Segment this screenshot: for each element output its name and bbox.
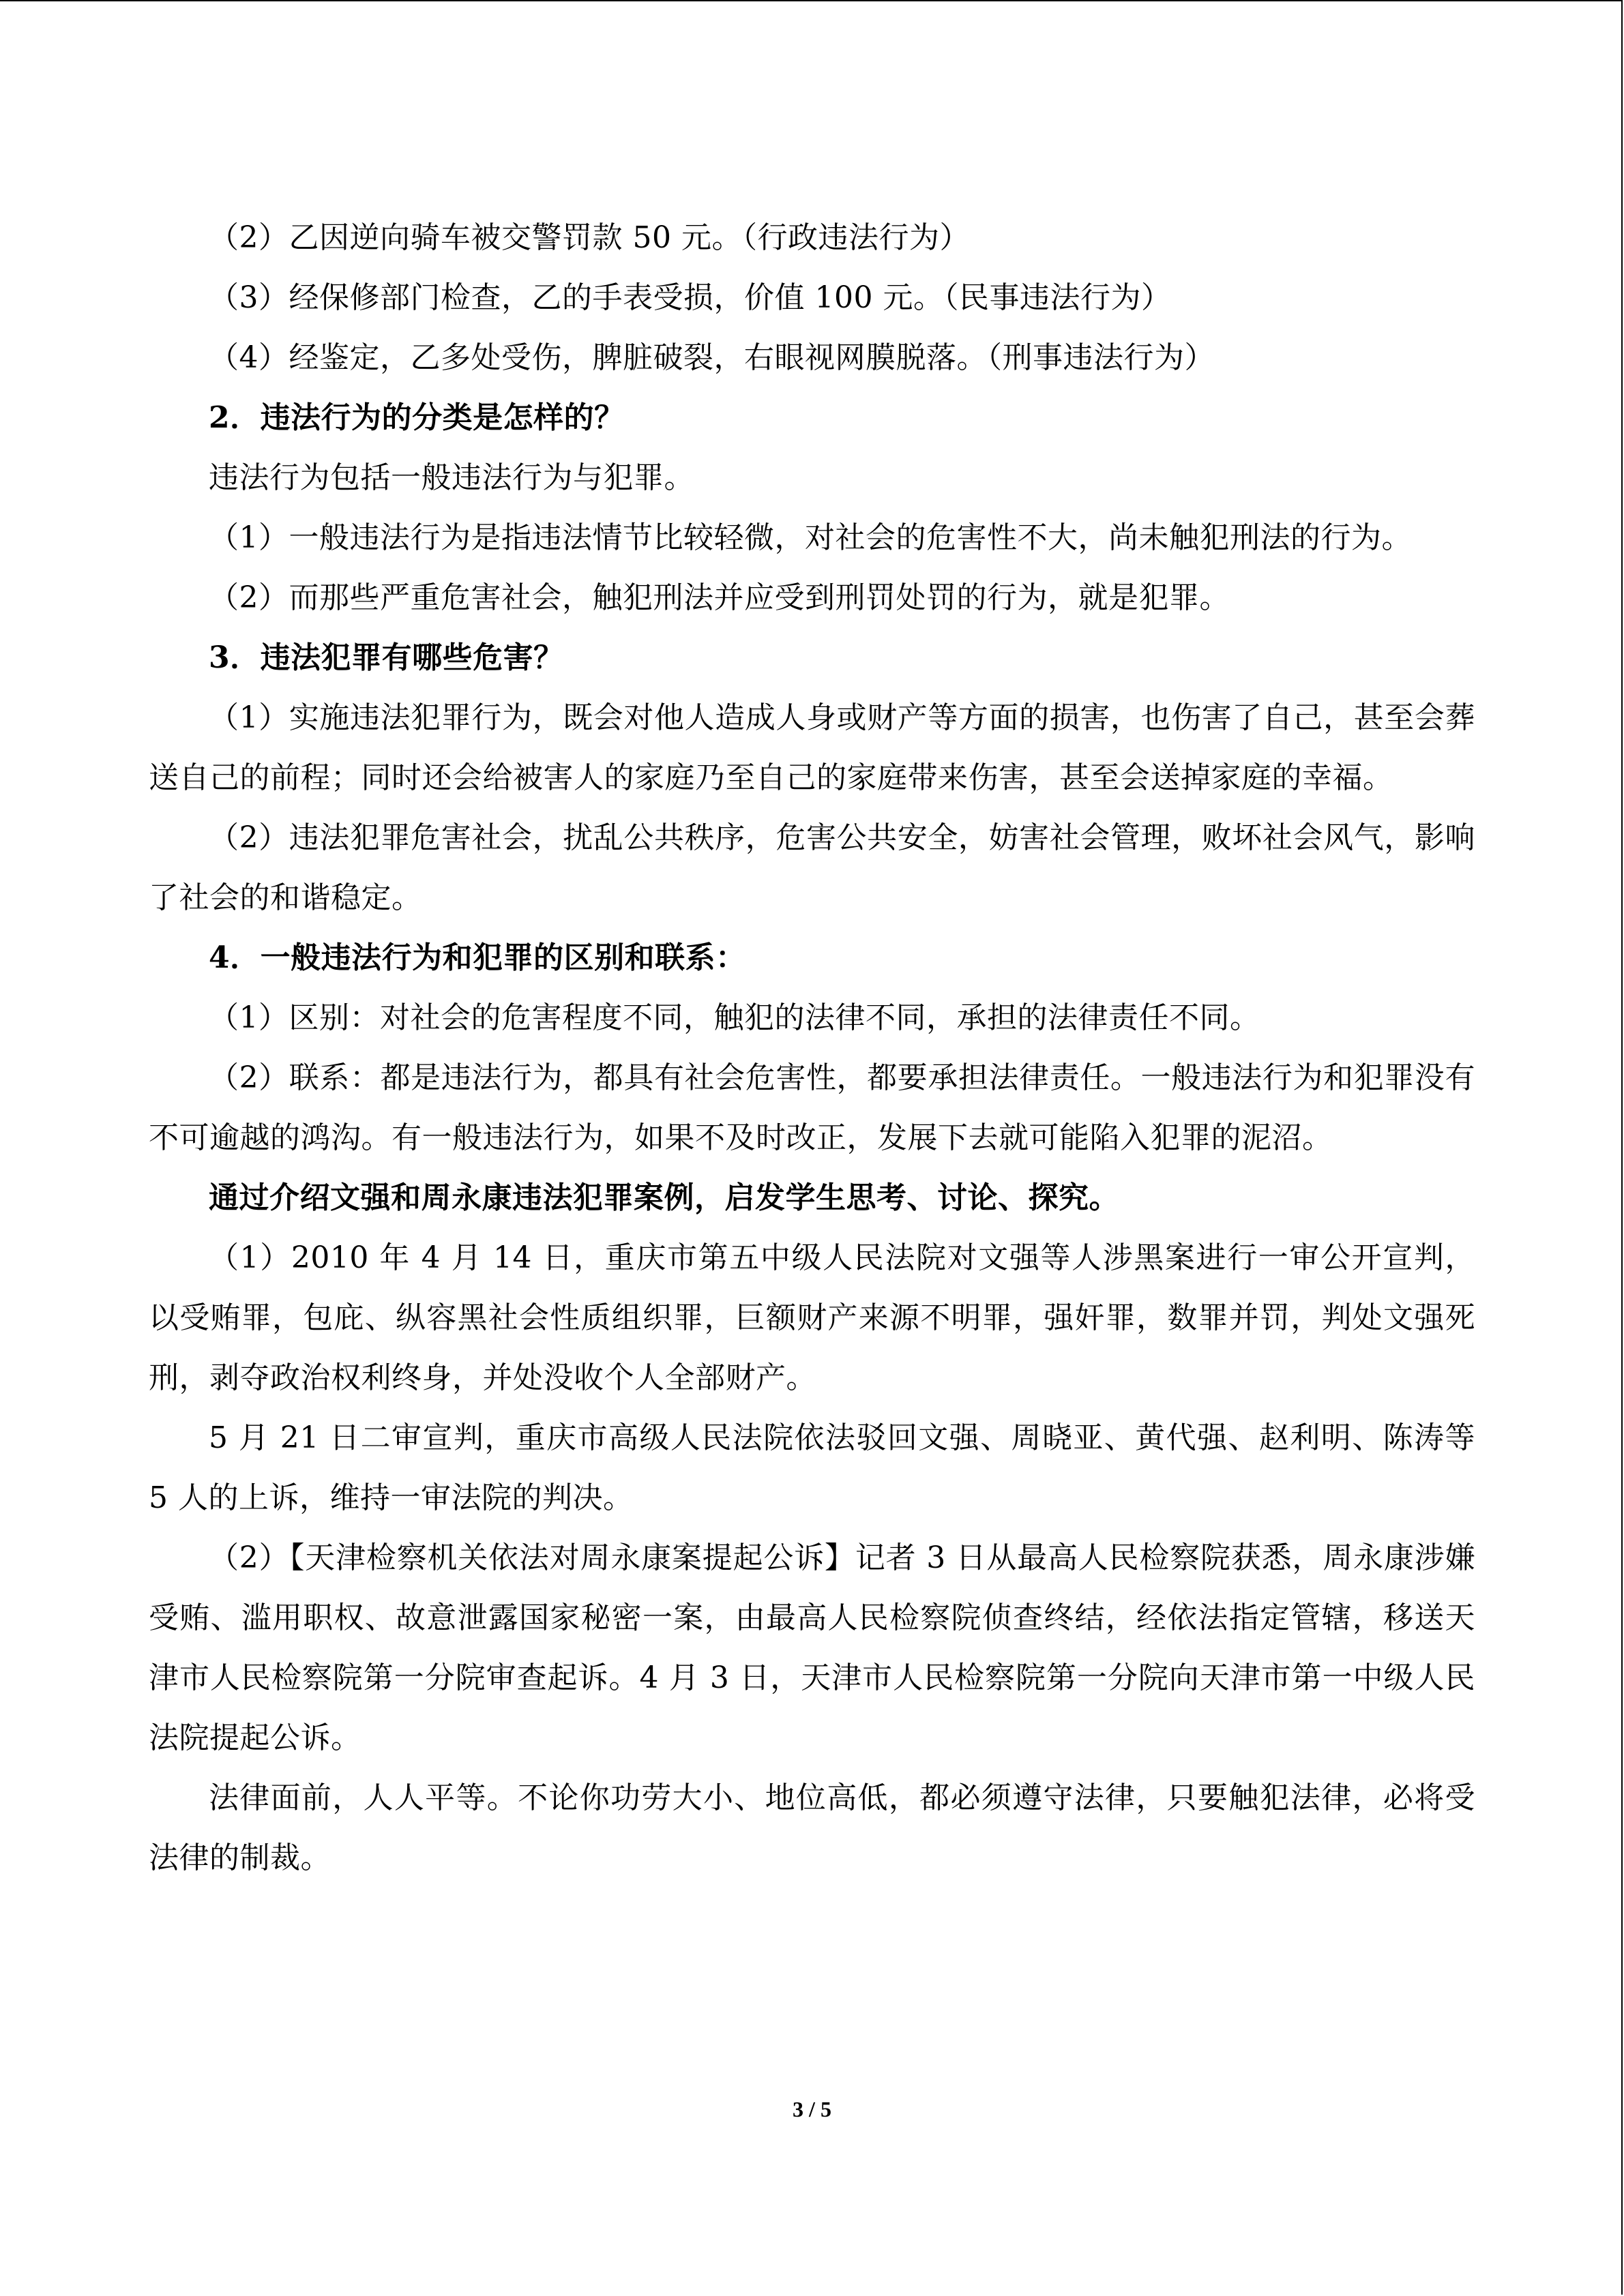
document-body [149,208,1475,1888]
section-heading: 2．违法行为的分类是怎样的？ [209,400,625,435]
paragraph: （1）区别：对社会的危害程度不同，触犯的法律不同，承担的法律责任不同。 [209,1000,1260,1035]
paragraph: 违法行为包括一般违法行为与犯罪。 [209,460,694,495]
paragraph: （1）实施违法犯罪行为，既会对他人造成人身或财产等方面的损害，也伤害了自己，甚至会葬送自己的前程；同时还会给被害人的家庭乃至自己的家庭带来伤害，甚至会送掉家庭的幸福。 [149,700,1475,795]
section-heading: 通过介绍文强和周永康违法犯罪案例，启发学生思考、讨论、探究。 [209,1180,1119,1215]
paragraph: （2）联系：都是违法行为，都具有社会危害性，都要承担法律责任。一般违法行为和犯罪没有不可逾越的鸿沟。有一般违法行为，如果不及时改正，发展下去就可能陷入犯罪的泥沼。 [149,1060,1475,1155]
paragraph: （2）违法犯罪危害社会，扰乱公共秩序，危害公共安全，妨害社会管理，败坏社会风气，影响了社会的和谐稳定。 [149,820,1475,915]
paragraph: （4）经鉴定，乙多处受伤，脾脏破裂，右眼视网膜脱落。（刑事违法行为） [209,340,1215,375]
paragraph: （2）【天津检察机关依法对周永康案提起公诉】记者 3 日从最高人民检察院获悉，周永康涉嫌受贿、滥用职权、故意泄露国家秘密一案，由最高人民检察院侦查终结，经依法指定管辖，移送天津市人民检察院第一分院审查起诉。4 月 3 日，天津市人民检察院第一分院向天津市第一中级人民法院提起公诉。 [149,1540,1475,1755]
paragraph: 5 月 21 日二审宣判，重庆市高级人民法院依法驳回文强、周晓亚、黄代强、赵利明、陈涛等 5 人的上诉，维持一审法院的判决。 [149,1420,1475,1515]
paragraph: 法律面前，人人平等。不论你功劳大小、地位高低，都必须遵守法律，只要触犯法律，必将受法律的制裁。 [149,1780,1475,1875]
paragraph: （2）乙因逆向骑车被交警罚款 50 元。（行政违法行为） [209,220,970,255]
paragraph: （1）2010 年 4 月 14 日，重庆市第五中级人民法院对文强等人涉黑案进行一审公开宣判，以受贿罪，包庇、纵容黑社会性质组织罪，巨额财产来源不明罪，强奸罪，数罪并罚，判处文强死刑，剥夺政治权利终身，并处没收个人全部财产。 [149,1240,1475,1395]
section-heading: 4．一般违法行为和犯罪的区别和联系： [209,940,746,975]
paragraph: （1）一般违法行为是指违法情节比较轻微，对社会的危害性不大，尚未触犯刑法的行为。 [209,520,1412,555]
paragraph: （3）经保修部门检查，乙的手表受损，价值 100 元。（民事违法行为） [209,280,1172,315]
section-heading: 3．违法犯罪有哪些危害？ [209,640,564,675]
paragraph: （2）而那些严重危害社会，触犯刑法并应受到刑罚处罚的行为，就是犯罪。 [209,580,1230,615]
page-number: 3 / 5 [793,2097,831,2121]
